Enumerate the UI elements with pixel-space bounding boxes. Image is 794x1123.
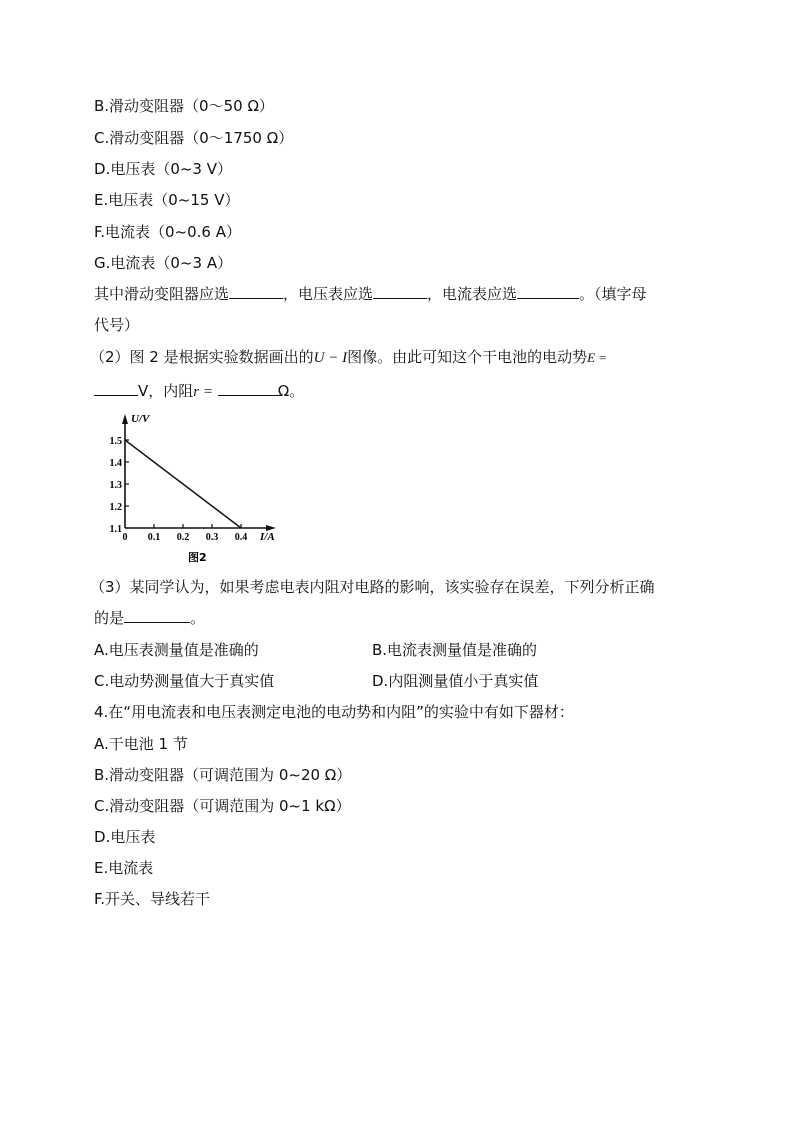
y-axis-arrow [122,414,128,424]
blank-correct-analysis[interactable] [124,608,190,623]
q2-u-i-symbol: U − I [313,350,348,366]
blank-emf[interactable] [94,381,138,396]
question-2-line-1 [90,347,607,368]
y-axis-label: U/V [131,413,150,425]
blank-ammeter[interactable] [517,284,579,299]
y-tick-label: 1.2 [109,502,122,513]
x-tick-label: 0.4 [234,532,248,543]
fill-in-question-1-cont: 代号） [94,316,140,334]
fill-text-2: ，电压表应选 [283,285,374,303]
x-axis-label: I/A [260,531,275,543]
q3-option-a: A.电压表测量值是准确的 [94,641,259,659]
q3-option-c: C.电动势测量值大于真实值 [94,672,275,690]
fill-text-4: 。（填字母 [579,285,647,303]
blank-voltmeter[interactable] [373,284,427,299]
option-line-d: D.电压表（0~3 V） [94,160,233,178]
option-line-g: G.电流表（0~3 A） [94,254,233,272]
x-tick-label: 0.3 [205,532,219,543]
u-i-graph [100,408,290,570]
q2-e-symbol: E = [587,350,608,365]
fill-text-3: ，电流表应选 [427,285,518,303]
q4-item-d: D.电压表 [94,828,156,846]
q2-r-symbol: r = [193,384,213,400]
q2-text-2: 图像。由此可知这个干电池的电动势 [347,348,588,366]
y-tick-label: 1.3 [109,480,122,491]
q2-text-3: V，内阻 [138,382,194,400]
q4-item-a: A.干电池 1 节 [94,735,188,753]
q2-text-4: Ω。 [277,382,305,400]
question-2-line-2 [94,381,304,402]
blank-rheostat[interactable] [229,284,283,299]
series-line [125,440,241,528]
option-line-e: E.电压表（0~15 V） [94,191,240,209]
q3-text-2-end: 。 [190,609,206,627]
x-tick-label: 0.1 [147,532,161,543]
y-tick-label: 1.5 [109,436,122,447]
x-tick-label: 0.2 [176,532,190,543]
option-line-c: C.滑动变阻器（0～1750 Ω） [94,129,294,147]
q4-item-e: E.电流表 [94,859,154,877]
fill-in-question-1 [94,284,647,304]
graph-axes [122,414,276,531]
q4-item-c: C.滑动变阻器（可调范围为 0~1 kΩ） [94,797,351,815]
question-3-line-1: （3）某同学认为，如果考虑电表内阻对电路的影响，该实验存在误差，下列分析正确 [90,578,655,596]
y-tick-label: 1.4 [109,458,122,469]
graph-ticks [110,436,248,543]
q4-item-b: B.滑动变阻器（可调范围为 0~20 Ω） [94,766,352,784]
q2-text-1: （2）图 2 是根据实验数据画出的 [90,348,314,366]
y-tick-label: 1.1 [109,524,122,535]
q3-text-2: 的是 [94,609,125,627]
q3-option-d: D.内阻测量值小于真实值 [372,672,539,690]
q3-option-b: B.电流表测量值是准确的 [372,641,538,659]
option-line-b: B.滑动变阻器（0～50 Ω） [94,97,274,115]
blank-internal-resistance[interactable] [218,381,278,396]
q4-item-f: F.开关、导线若干 [94,890,210,908]
question-4-stem: 4.在“用电流表和电压表测定电池的电动势和内阻”的实验中有如下器材： [94,703,574,721]
graph-series [125,440,241,528]
fill-text-1: 其中滑动变阻器应选 [94,285,230,303]
figure-caption: 图2 [188,551,207,564]
option-line-f: F.电流表（0~0.6 A） [94,223,241,241]
x-tick-label: 0 [122,532,128,543]
question-3-line-2 [94,608,205,628]
